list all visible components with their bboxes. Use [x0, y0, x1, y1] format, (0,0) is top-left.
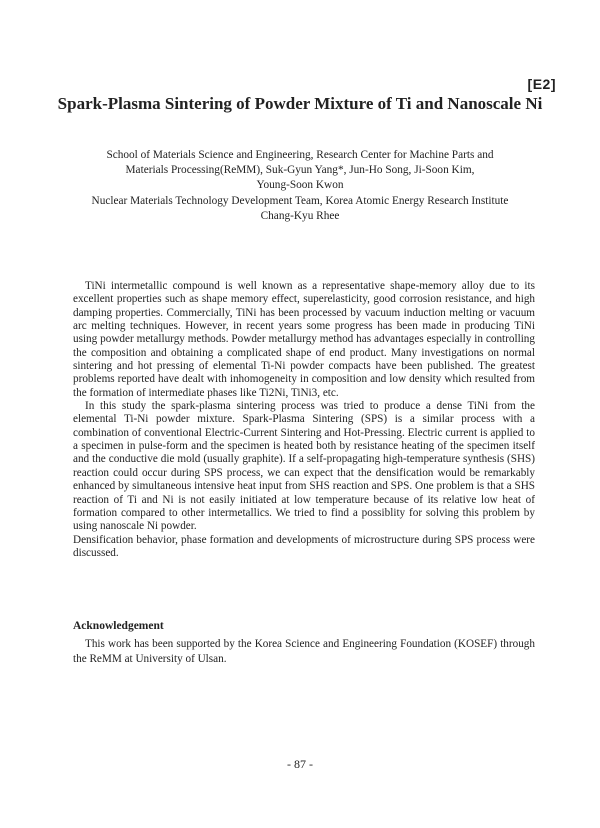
- body-paragraph: TiNi intermetallic compound is well known as a representative shape-memory alloy due to its excellent properties such as shape memory effect, superelasticity, good corrosion resistance, and high damping properties. Commercially, TiNi has been processed by vacuum induction melting or vacuum arc melting techniques. However, in recent years some progress has been made in producing TiNi using powder metallurgy methods. Powder metallurgy method has advantages especially in controlling the composition and obtaining a complicated shape of end product. Many investigations on normal sintering and hot pressing of elemental Ti-Ni powder compacts have been published. The greatest problems reported have dealt with inhomogeneity in composition and low density which resulted from the formation of intermediate phases like Ti2Ni, TiNi3, etc.: [73, 280, 535, 399]
- affiliation-line: Chang-Kyu Rhee: [260, 209, 340, 222]
- paper-title: Spark-Plasma Sintering of Powder Mixture of Ti and Nanoscale Ni: [57, 94, 543, 113]
- abstract-body: [73, 280, 535, 560]
- acknowledgement-text: This work has been supported by the Korea Science and Engineering Foundation (KOSEF) through the ReMM at University of Ulsan.: [73, 638, 535, 665]
- affiliation-line: Materials Processing(ReMM), Suk-Gyun Yang*, Jun-Ho Song, Ji-Soon Kim,: [125, 164, 475, 177]
- body-paragraph: Densification behavior, phase formation and developments of microstructure during SPS process were discussed.: [73, 533, 535, 559]
- affiliation-line: Nuclear Materials Technology Development Team, Korea Atomic Energy Research Institute: [91, 194, 509, 207]
- session-tag: [E2]: [527, 76, 556, 92]
- acknowledgement-heading: Acknowledgement: [73, 620, 164, 632]
- page-number: - 87 -: [287, 757, 313, 771]
- affiliation-line: Young-Soon Kwon: [256, 179, 344, 192]
- affiliation-line: School of Materials Science and Engineering, Research Center for Machine Parts and: [106, 149, 494, 161]
- affiliations: [60, 148, 540, 224]
- body-paragraph: In this study the spark-plasma sintering process was tried to produce a dense TiNi from the elemental Ti-Ni powder mixture. Spark-Plasma Sintering (SPS) is a similar process with a combination of conventional Electric-Current Sintering and Hot-Pressing. Electric current is applied to a specimen in pulse-form and the specimen is heated both by resistance heating of the specimen itself and the conductive die mold (usually graphite). If a self-propagating high-temperature synthesis (SHS) reaction could occur during SPS process, we can expect that the densification would be remarkably enhanced by simultaneous intensive heat input from SHS reaction and SPS. One problem is that a SHS reaction of Ti and Ni is not easily initiated at low temperature because of its relative low heat of formation compared to other intermetallics. We tried to find a possiblity for solving this problem by using nanoscale Ni powder.: [73, 400, 535, 533]
